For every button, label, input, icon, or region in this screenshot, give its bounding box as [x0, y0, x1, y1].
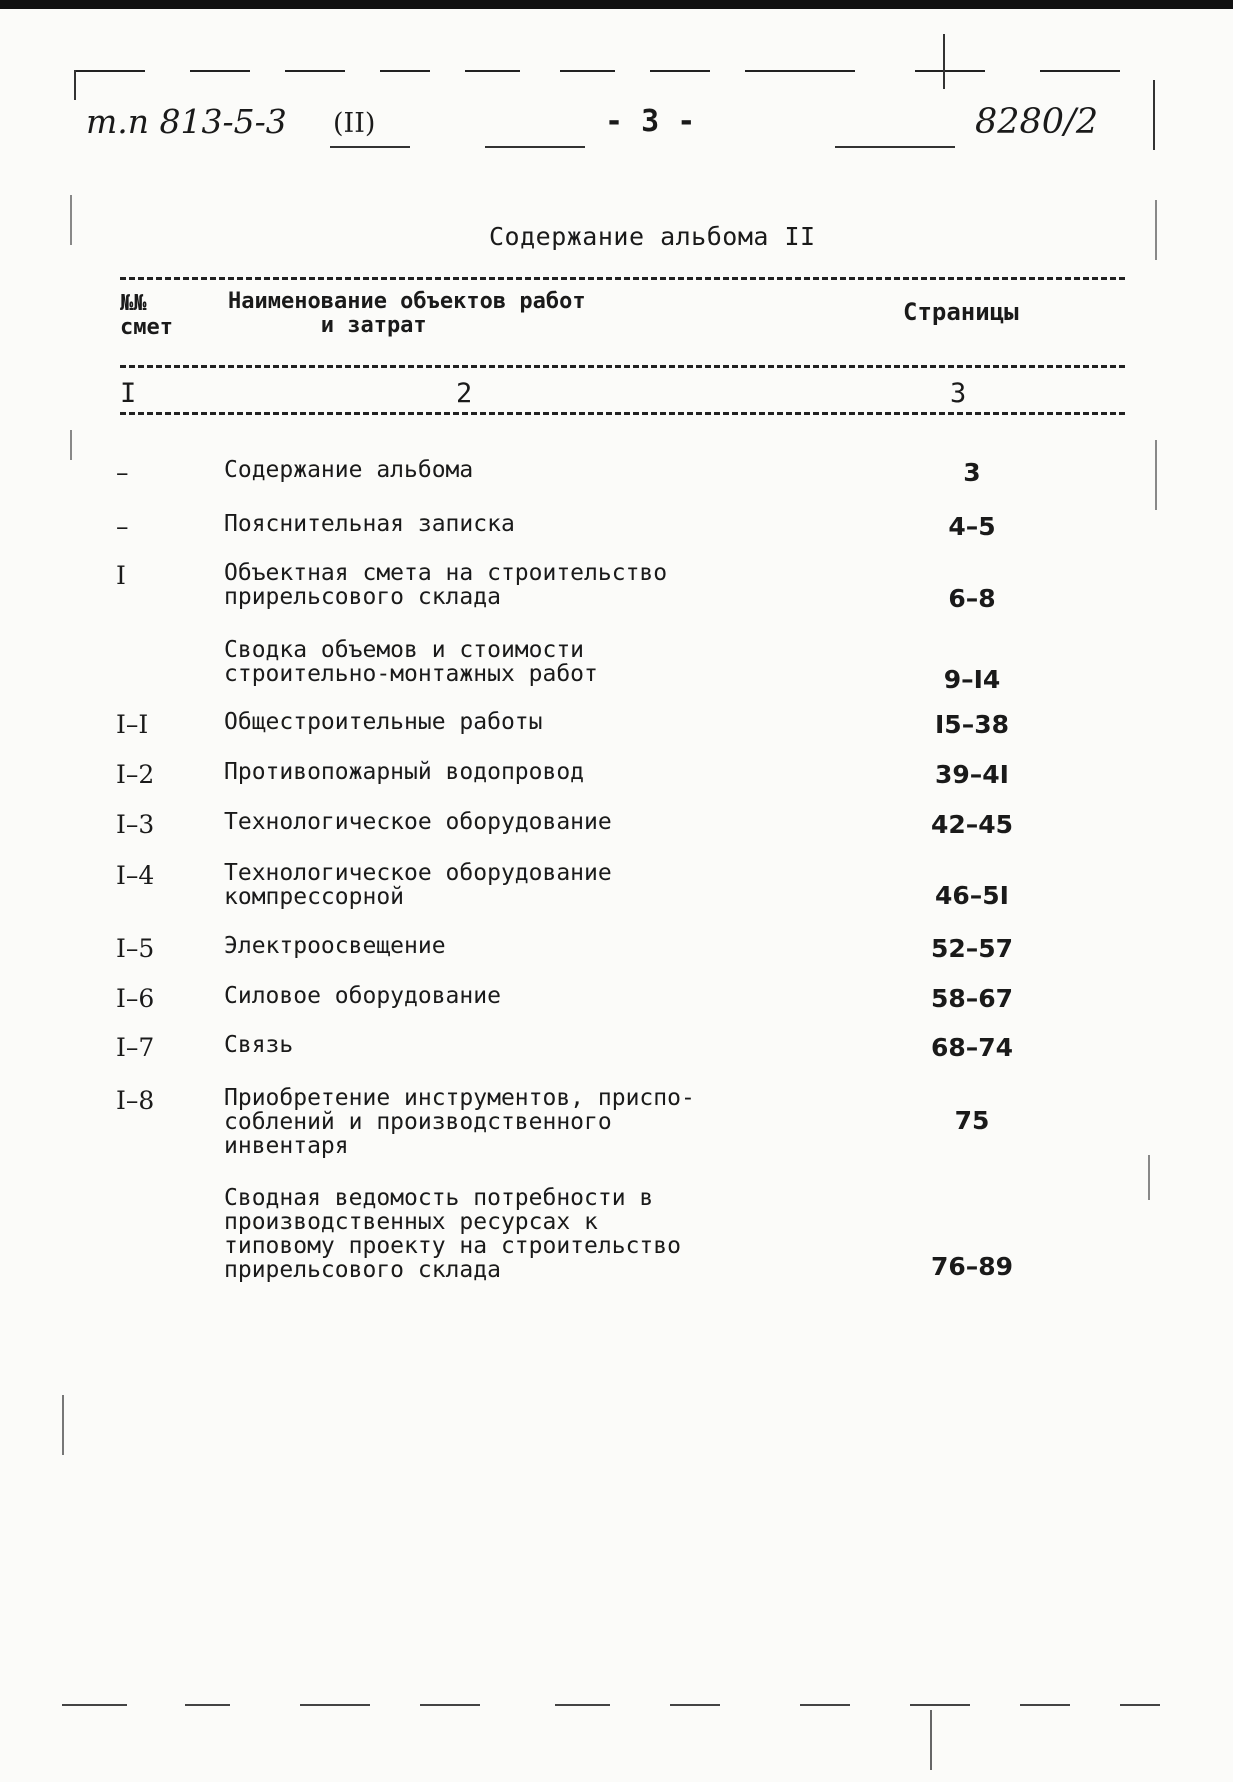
right-margin-mark [1155, 440, 1157, 510]
left-margin-mark [70, 430, 72, 460]
row-pages: 6–8 [948, 584, 996, 613]
row-number: I–5 [116, 934, 155, 963]
bottom-tick-mark [930, 1710, 932, 1770]
row-name: Пояснительная записка [224, 511, 515, 537]
column-header-name: Наименование объектов работ и затрат [228, 289, 586, 338]
row-pages: 76–89 [930, 1252, 1014, 1281]
bottom-frame-line [0, 1704, 1233, 1706]
row-name: Сводная ведомость потребности в производственных ресурсах к типовому проекту на строительство прирельсового склада [224, 1185, 681, 1283]
row-pages: 75 [954, 1106, 990, 1135]
document-number: 8280/2 [975, 102, 1099, 142]
row-number: I–2 [116, 760, 155, 789]
row-name: Технологическое оборудование компрессорной [224, 860, 612, 910]
row-name: Связь [224, 1032, 294, 1058]
row-name: Содержание альбома [224, 457, 474, 483]
row-number: I–3 [116, 810, 155, 839]
volume-label: (II) [333, 108, 376, 139]
table-index-rule [120, 412, 1125, 415]
row-pages: I5–38 [935, 710, 1009, 739]
column-index-number: I [120, 378, 137, 409]
top-frame-line [0, 70, 1233, 72]
scan-top-border [0, 0, 1233, 9]
row-name: Приобретение инструментов, приспо- соблений и производственного инвентаря [224, 1085, 695, 1159]
project-code: т.п 813-5-3 [86, 102, 287, 141]
row-number: I–8 [116, 1086, 155, 1115]
top-tick-mark [943, 34, 945, 89]
row-number: – [116, 458, 129, 487]
row-name: Сводка объемов и стоимости строительно-монтажных работ [224, 637, 598, 687]
header-underline-mid [485, 146, 585, 148]
row-pages: 58–67 [930, 984, 1014, 1013]
right-margin-mark [1155, 200, 1157, 260]
left-frame-mark [74, 70, 76, 100]
page-title: Содержание альбома II [489, 222, 816, 251]
page-number: - 3 - [605, 104, 696, 139]
row-name: Электроосвещение [224, 933, 446, 959]
header-underline-right [835, 146, 955, 148]
row-number: I [116, 561, 126, 590]
row-number: I–6 [116, 984, 155, 1013]
table-top-rule [120, 277, 1125, 280]
row-name: Силовое оборудование [224, 983, 501, 1009]
right-margin-mark [1148, 1155, 1150, 1200]
column-header-number: №№ смет [120, 291, 173, 340]
row-name: Общестроительные работы [224, 709, 543, 735]
column-index-name: 2 [456, 378, 473, 409]
row-name: Объектная смета на строительство прирельсового склада [224, 560, 668, 610]
row-pages: 4–5 [948, 512, 996, 541]
row-pages: 68–74 [930, 1033, 1014, 1062]
left-margin-mark [70, 195, 72, 245]
row-pages: 42–45 [930, 810, 1014, 839]
row-number: I–4 [116, 861, 155, 890]
column-header-pages: Страницы [903, 298, 1019, 326]
row-number: I–7 [116, 1033, 155, 1062]
row-pages: 39–4I [935, 760, 1009, 789]
row-pages: 9–I4 [943, 665, 1001, 694]
row-pages: 3 [963, 458, 981, 487]
table-head-rule [120, 365, 1125, 368]
row-pages: 52–57 [930, 934, 1014, 963]
row-name: Противопожарный водопровод [224, 759, 585, 785]
row-pages: 46–5I [935, 881, 1009, 910]
row-number: – [116, 512, 129, 541]
column-index-pages: 3 [950, 378, 967, 409]
left-margin-mark [62, 1395, 64, 1455]
row-number: I–I [116, 710, 149, 739]
right-frame-mark [1153, 80, 1155, 150]
header-underline-left [330, 146, 410, 148]
row-name: Технологическое оборудование [224, 809, 612, 835]
